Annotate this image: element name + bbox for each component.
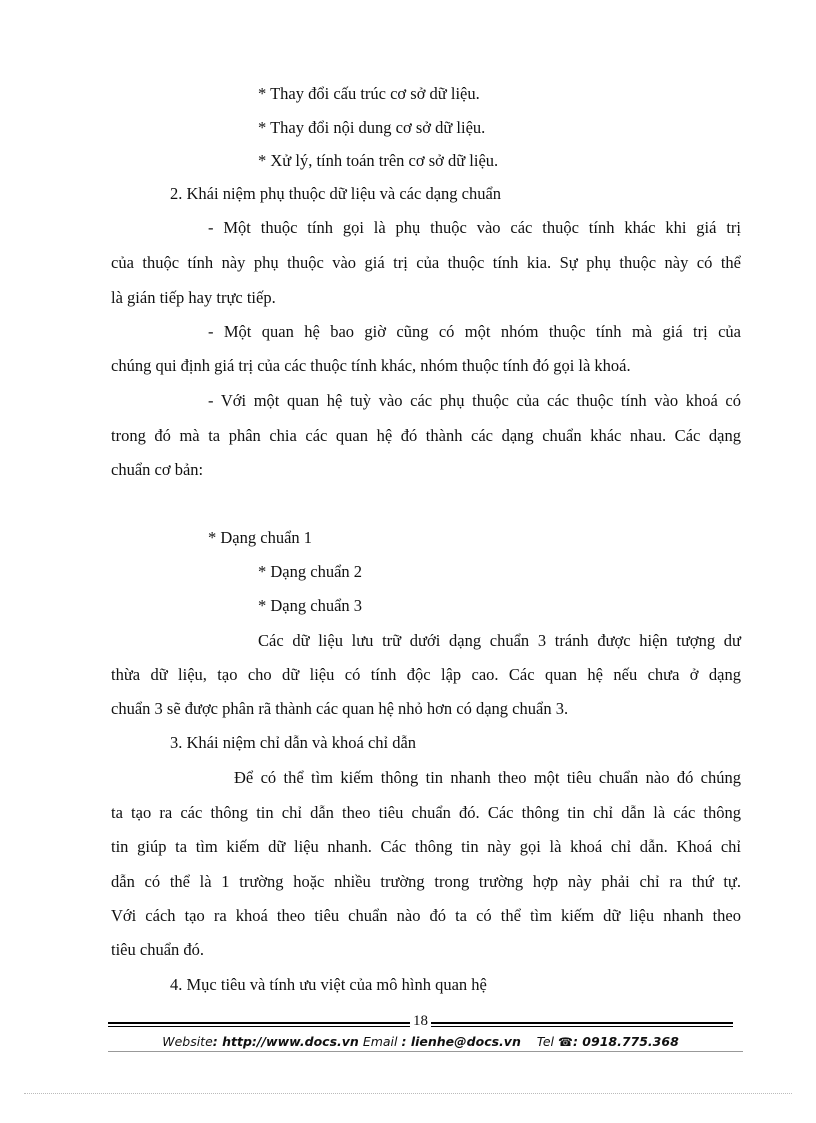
normal-form-3: * Dạng chuẩn 3 [258, 596, 363, 615]
page-edge-divider [24, 1093, 792, 1094]
website-label: Website [162, 1034, 213, 1049]
paragraph-line: tiêu chuẩn đó. [111, 940, 205, 959]
section-heading-2: 2. Khái niệm phụ thuộc dữ liệu và các dạng chuẩn [170, 184, 502, 203]
paragraph-line: tin giúp ta tìm kiếm dữ liệu nhanh. Các thông tin này gọi là khoá chỉ dẫn. Khoá chỉ [111, 837, 741, 856]
paragraph-line: Các dữ liệu lưu trữ dưới dạng chuẩn 3 tránh được hiện tượng dư [258, 631, 741, 650]
paragraph-line: thừa dữ liệu, tạo cho dữ liệu có tính độc lập cao. Các quan hệ nếu chưa ở dạng [111, 665, 741, 684]
bullet-change-content: * Thay đổi nội dung cơ sở dữ liệu. [258, 118, 486, 137]
bullet-processing: * Xử lý, tính toán trên cơ sở dữ liệu. [258, 151, 499, 170]
normal-form-2: * Dạng chuẩn 2 [258, 562, 363, 581]
website-link[interactable]: : http://www.docs.vn [212, 1034, 359, 1049]
paragraph-line: - Một thuộc tính gọi là phụ thuộc vào các thuộc tính khác khi giá trị [208, 218, 741, 237]
tel-label: Tel [536, 1034, 555, 1049]
email-label: Email [362, 1034, 398, 1049]
email-link[interactable]: : lienhe@docs.vn [401, 1034, 521, 1049]
paragraph-line: của thuộc tính này phụ thuộc vào giá trị của thuộc tính kia. Sự phụ thuộc này có thể [111, 253, 741, 272]
paragraph-line: chúng qui định giá trị của các thuộc tính khác, nhóm thuộc tính đó gọi là khoá. [111, 356, 631, 375]
page-number: 18 [410, 1013, 431, 1029]
paragraph-line: ta tạo ra các thông tin chỉ dẫn theo tiêu chuẩn đó. Các thông tin chỉ dẫn là các thông [111, 803, 741, 822]
paragraph-line: Để có thể tìm kiếm thông tin nhanh theo một tiêu chuẩn nào đó chúng [234, 768, 741, 787]
phone-icon: ☎ [558, 1035, 573, 1049]
paragraph-line: - Một quan hệ bao giờ cũng có một nhóm thuộc tính mà giá trị của [208, 322, 741, 341]
section-heading-3: 3. Khái niệm chỉ dẫn và khoá chỉ dẫn [170, 733, 417, 752]
paragraph-line: Với cách tạo ra khoá theo tiêu chuẩn nào đó ta có thể tìm kiếm dữ liệu nhanh theo [111, 906, 741, 925]
footer-rule-bottom [108, 1051, 743, 1052]
paragraph-line: chuẩn 3 sẽ được phân rã thành các quan hệ nhỏ hơn có dạng chuẩn 3. [111, 699, 569, 718]
paragraph-line: dẫn có thể là 1 trường hoặc nhiều trường trong trường hợp này phải chỉ ra thứ tự. [111, 872, 741, 891]
paragraph-line: - Với một quan hệ tuỳ vào các phụ thuộc của các thuộc tính vào khoá có [208, 391, 741, 410]
bullet-change-structure: * Thay đổi cấu trúc cơ sở dữ liệu. [258, 84, 480, 103]
section-heading-4: 4. Mục tiêu và tính ưu việt của mô hình quan hệ [170, 975, 487, 994]
tel-number: : 0918.775.368 [572, 1034, 679, 1049]
paragraph-line: trong đó mà ta phân chia các quan hệ đó thành các dạng chuẩn khác nhau. Các dạng [111, 426, 741, 445]
footer-contact [108, 1034, 733, 1050]
paragraph-line: là gián tiếp hay trực tiếp. [111, 288, 276, 307]
paragraph-line: chuẩn cơ bản: [111, 460, 204, 479]
normal-form-1: * Dạng chuẩn 1 [208, 528, 313, 547]
